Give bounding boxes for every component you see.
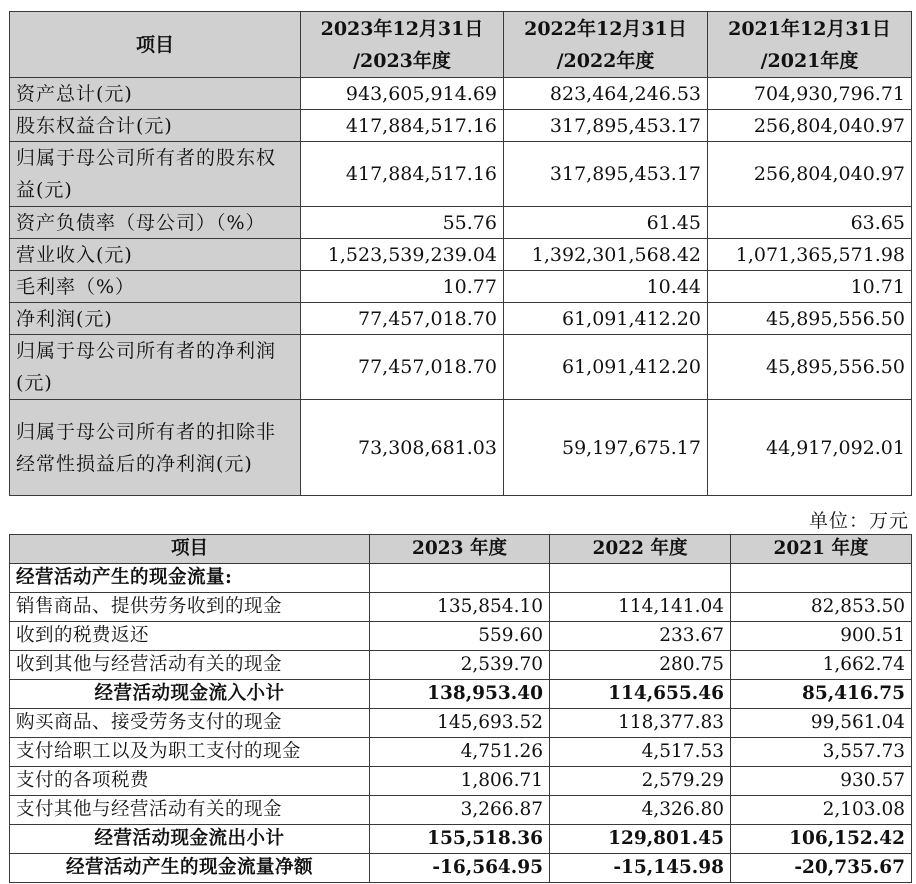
cell-2021: 900.51 (731, 622, 912, 651)
cell-2021: 99,561.04 (731, 709, 912, 738)
cell-2021: 3,557.73 (731, 738, 912, 767)
table-row (10, 767, 912, 796)
row-label: 营业收入(元) (10, 239, 301, 271)
row-label: 毛利率（%） (10, 271, 301, 303)
cell-2023: 55.76 (301, 207, 504, 239)
row-label: 支付其他与经营活动有关的现金 (10, 796, 370, 825)
row-label: 收到的税费返还 (10, 622, 370, 651)
row-label: 经营活动现金流入小计 (10, 680, 370, 709)
cell-2022: 61,091,412.20 (504, 303, 708, 335)
row-label: 净利润(元) (10, 303, 301, 335)
header-item: 项目 (10, 12, 301, 78)
header-2023: 2023年12月31日 /2023年度 (301, 12, 504, 78)
cell-2021: 44,917,092.01 (708, 400, 912, 496)
cell-2023: 943,605,914.69 (301, 78, 504, 110)
table-row (10, 738, 912, 767)
row-label: 支付给职工以及为职工支付的现金 (10, 738, 370, 767)
cell-2023: 77,457,018.70 (301, 303, 504, 335)
row-label: 归属于母公司所有者的净利润(元) (10, 335, 301, 400)
cell-2022: 2,579.29 (550, 767, 731, 796)
row-label: 支付的各项税费 (10, 767, 370, 796)
cell-2021: 930.57 (731, 767, 912, 796)
cash-flow-table (9, 534, 912, 883)
cell-2021: -20,735.67 (731, 854, 912, 883)
table-row (10, 622, 912, 651)
table-row (10, 303, 912, 335)
cell-2023: 4,751.26 (370, 738, 550, 767)
table-row (10, 709, 912, 738)
table-row (10, 271, 912, 303)
cell-2023: 417,884,517.16 (301, 110, 504, 142)
subtotal-row (10, 825, 912, 854)
table-header-row (10, 535, 912, 564)
table-header-row (10, 12, 912, 78)
cell-2021: 704,930,796.71 (708, 78, 912, 110)
cell-2021: 106,152.42 (731, 825, 912, 854)
cell-2022: 233.67 (550, 622, 731, 651)
cell-2022: 317,895,453.17 (504, 142, 708, 207)
cell-2023: 2,539.70 (370, 651, 550, 680)
row-label: 资产总计(元) (10, 78, 301, 110)
table-row (10, 796, 912, 825)
cell-2022: 129,801.45 (550, 825, 731, 854)
cell-2022: 4,517.53 (550, 738, 731, 767)
cell-2022: 4,326.80 (550, 796, 731, 825)
cell-2023: 417,884,517.16 (301, 142, 504, 207)
header-2021: 2021 年度 (731, 535, 912, 564)
financial-summary-table (9, 11, 912, 496)
cell-2023: -16,564.95 (370, 854, 550, 883)
cell-2021: 1,071,365,571.98 (708, 239, 912, 271)
cell-2023: 1,806.71 (370, 767, 550, 796)
cell-2023: 3,266.87 (370, 796, 550, 825)
cell-2021: 256,804,040.97 (708, 142, 912, 207)
cell-2023: 77,457,018.70 (301, 335, 504, 400)
cell-2021: 82,853.50 (731, 593, 912, 622)
row-label: 收到其他与经营活动有关的现金 (10, 651, 370, 680)
cell-2022: 114,655.46 (550, 680, 731, 709)
table-row (10, 593, 912, 622)
table-row (10, 110, 912, 142)
cell-2022: -15,145.98 (550, 854, 731, 883)
cell-2022: 10.44 (504, 271, 708, 303)
cell-2021: 85,416.75 (731, 680, 912, 709)
cell-2021: 2,103.08 (731, 796, 912, 825)
cell-2022: 114,141.04 (550, 593, 731, 622)
table-row (10, 239, 912, 271)
section-row (10, 564, 912, 593)
row-label: 购买商品、接受劳务支付的现金 (10, 709, 370, 738)
cell-2023: 155,518.36 (370, 825, 550, 854)
cell-2022: 823,464,246.53 (504, 78, 708, 110)
table-row (10, 651, 912, 680)
header-2021: 2021年12月31日 /2021年度 (708, 12, 912, 78)
net-total-row (10, 854, 912, 883)
row-label: 经营活动产生的现金流量净额 (10, 854, 370, 883)
table-row (10, 400, 912, 496)
row-label: 归属于母公司所有者的股东权益(元) (10, 142, 301, 207)
cell-2021: 256,804,040.97 (708, 110, 912, 142)
cell-2022: 61.45 (504, 207, 708, 239)
subtotal-row (10, 680, 912, 709)
header-2022: 2022年12月31日 /2022年度 (504, 12, 708, 78)
table-row (10, 335, 912, 400)
header-2022: 2022 年度 (550, 535, 731, 564)
cell-2022: 59,197,675.17 (504, 400, 708, 496)
unit-note: 单位：万元 (808, 510, 909, 532)
empty-cell (731, 564, 912, 593)
cell-2022: 280.75 (550, 651, 731, 680)
cell-2022: 61,091,412.20 (504, 335, 708, 400)
cell-2023: 1,523,539,239.04 (301, 239, 504, 271)
cell-2021: 45,895,556.50 (708, 303, 912, 335)
table-row (10, 207, 912, 239)
cell-2021: 1,662.74 (731, 651, 912, 680)
table-row (10, 142, 912, 207)
cell-2023: 138,953.40 (370, 680, 550, 709)
cell-2022: 1,392,301,568.42 (504, 239, 708, 271)
cell-2023: 10.77 (301, 271, 504, 303)
empty-cell (550, 564, 731, 593)
cell-2022: 118,377.83 (550, 709, 731, 738)
empty-cell (370, 564, 550, 593)
row-label: 经营活动现金流出小计 (10, 825, 370, 854)
cell-2021: 63.65 (708, 207, 912, 239)
cell-2021: 10.71 (708, 271, 912, 303)
cell-2023: 559.60 (370, 622, 550, 651)
cell-2023: 135,854.10 (370, 593, 550, 622)
row-label: 股东权益合计(元) (10, 110, 301, 142)
header-item: 项目 (10, 535, 370, 564)
row-label: 销售商品、提供劳务收到的现金 (10, 593, 370, 622)
cell-2021: 45,895,556.50 (708, 335, 912, 400)
cell-2023: 73,308,681.03 (301, 400, 504, 496)
cell-2022: 317,895,453.17 (504, 110, 708, 142)
table-row (10, 78, 912, 110)
header-2023: 2023 年度 (370, 535, 550, 564)
section-label: 经营活动产生的现金流量: (10, 564, 370, 593)
row-label: 资产负债率（母公司）（%） (10, 207, 301, 239)
row-label: 归属于母公司所有者的扣除非经常性损益后的净利润(元) (10, 400, 301, 496)
cell-2023: 145,693.52 (370, 709, 550, 738)
